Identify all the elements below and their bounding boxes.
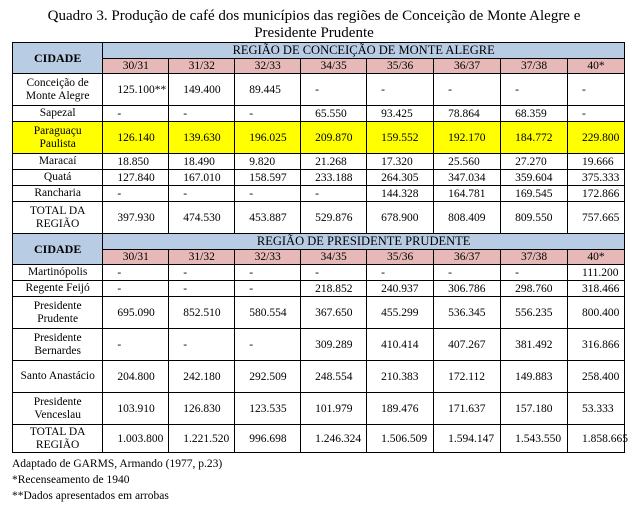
value-cell: - [169,106,235,122]
value-cell: 18.490 [169,154,235,170]
table-row [13,106,625,122]
value-cell: 852.510 [169,297,235,329]
value-cell: 318.466 [568,281,625,297]
value-cell: - [367,74,434,106]
table-row [13,425,625,453]
value-cell: - [235,329,301,361]
value-cell: 158.597 [235,170,301,186]
city-name: Presidente Venceslau [13,393,103,425]
value-cell: 25.560 [434,154,501,170]
city-name: Presidente Prudente [13,297,103,329]
value-cell: 1.858.665 [568,425,625,453]
city-name: Quatá [13,170,103,186]
value-cell: 529.876 [301,202,367,234]
footnote: Adaptado de GARMS, Armando (1977, p.23) [12,458,223,470]
value-cell: 21.268 [301,154,367,170]
value-cell: 204.800 [103,361,169,393]
year-header: 36/37 [434,59,501,74]
value-cell: 248.554 [301,361,367,393]
year-header: 34/35 [301,250,367,265]
table-row [13,393,625,425]
year-header: 30/31 [103,250,169,265]
value-cell: 678.900 [367,202,434,234]
city-name: TOTAL DA REGIÃO [13,425,103,453]
value-cell: 1.543.550 [501,425,568,453]
region2-section [13,234,629,453]
value-cell: - [103,186,169,202]
value-cell: 149.883 [501,361,568,393]
value-cell: 347.034 [434,170,501,186]
value-cell: 1.594.147 [434,425,501,453]
table-row [13,265,625,281]
value-cell: 1.221.520 [169,425,235,453]
value-cell: 1.003.800 [103,425,169,453]
value-cell: 800.400 [568,297,625,329]
value-cell: - [103,329,169,361]
value-cell: 233.188 [301,170,367,186]
value-cell: 157.180 [501,393,568,425]
value-cell: 127.840 [103,170,169,186]
city-name: Sapezal [13,106,103,122]
value-cell: 27.270 [501,154,568,170]
value-cell: 126.140 [103,122,169,154]
value-cell: 144.328 [367,186,434,202]
value-cell: 149.400 [169,74,235,106]
city-name: Martinópolis [13,265,103,281]
year-header: 34/35 [301,59,367,74]
title-line-1: Quadro 3. Produção de café dos municípios das regiões de Conceição de Monte Alegre e [47,8,581,24]
value-cell: - [367,265,434,281]
value-cell: 410.414 [367,329,434,361]
value-cell: - [301,265,367,281]
value-cell: 240.937 [367,281,434,297]
year-header: 31/32 [169,250,235,265]
value-cell: 111.200 [568,265,625,281]
table-row [13,154,625,170]
year-header: 36/37 [434,250,501,265]
value-cell: 139.630 [169,122,235,154]
value-cell: 101.979 [301,393,367,425]
value-cell: - [568,74,625,106]
value-cell: 306.786 [434,281,501,297]
value-cell: 556.235 [501,297,568,329]
year-header: 40* [568,59,625,74]
value-cell: - [235,265,301,281]
table-row [13,361,625,393]
city-name: TOTAL DA REGIÃO [13,202,103,234]
value-cell: 167.010 [169,170,235,186]
value-cell: 169.545 [501,186,568,202]
value-cell: 292.509 [235,361,301,393]
table-title [14,0,614,42]
value-cell: - [301,186,367,202]
value-cell: 359.604 [501,170,568,186]
value-cell: 242.180 [169,361,235,393]
year-header: 35/36 [367,250,434,265]
value-cell: - [169,329,235,361]
value-cell: 258.400 [568,361,625,393]
value-cell: 159.552 [367,122,434,154]
coffee-production-table [12,42,629,453]
year-header: 37/38 [501,250,568,265]
year-header: 40* [568,250,625,265]
value-cell: - [501,265,568,281]
value-cell: 78.864 [434,106,501,122]
title-line-2: Presidente Prudente [254,25,374,41]
value-cell: 9.820 [235,154,301,170]
table-row [13,74,625,106]
value-cell: - [235,106,301,122]
value-cell: 65.550 [301,106,367,122]
value-cell: 316.866 [568,329,625,361]
value-cell: 808.409 [434,202,501,234]
value-cell: 164.781 [434,186,501,202]
value-cell: 695.090 [103,297,169,329]
value-cell: 172.866 [568,186,625,202]
city-name: Santo Anastácio [13,361,103,393]
value-cell: 298.760 [501,281,568,297]
value-cell: 229.800 [568,122,625,154]
year-header: 32/33 [235,250,301,265]
cidade-header: CIDADE [13,234,103,265]
value-cell: 757.665 [568,202,625,234]
city-name: Paraguaçu Paulista [13,122,103,154]
value-cell: 184.772 [501,122,568,154]
value-cell: - [103,281,169,297]
region-header: REGIÃO DE CONCEIÇÃO DE MONTE ALEGRE [103,43,625,59]
footnote: *Recenseamento de 1940 [12,474,130,486]
year-header-row [13,250,625,265]
value-cell: - [568,106,625,122]
value-cell: 17.320 [367,154,434,170]
city-name: Conceição de Monte Alegre [13,74,103,106]
value-cell: 19.666 [568,154,625,170]
region1-section [13,43,625,234]
value-cell: 103.910 [103,393,169,425]
value-cell: 126.830 [169,393,235,425]
value-cell: 171.637 [434,393,501,425]
table-row [13,170,625,186]
value-cell: - [434,74,501,106]
value-cell: 93.425 [367,106,434,122]
value-cell: 125.100** [103,74,169,106]
city-name: Maracaí [13,154,103,170]
table-row [13,297,625,329]
value-cell: 89.445 [235,74,301,106]
value-cell: - [103,106,169,122]
city-name: Regente Feijó [13,281,103,297]
year-header-row [13,59,625,74]
value-cell: - [169,265,235,281]
value-cell: 367.650 [301,297,367,329]
value-cell: 996.698 [235,425,301,453]
value-cell: 210.383 [367,361,434,393]
value-cell: 123.535 [235,393,301,425]
value-cell: 809.550 [501,202,568,234]
value-cell: 453.887 [235,202,301,234]
year-header: 30/31 [103,59,169,74]
value-cell: 455.299 [367,297,434,329]
value-cell: 68.359 [501,106,568,122]
footnotes [12,456,636,504]
value-cell: 309.289 [301,329,367,361]
value-cell: 264.305 [367,170,434,186]
table-row [13,329,625,361]
value-cell: 196.025 [235,122,301,154]
city-name: Rancharia [13,186,103,202]
value-cell: - [235,281,301,297]
value-cell: - [103,265,169,281]
year-header: 31/32 [169,59,235,74]
value-cell: 209.870 [301,122,367,154]
value-cell: - [235,186,301,202]
year-header: 35/36 [367,59,434,74]
value-cell: - [301,74,367,106]
value-cell: 18.850 [103,154,169,170]
value-cell: 381.492 [501,329,568,361]
value-cell: 536.345 [434,297,501,329]
value-cell: 189.476 [367,393,434,425]
value-cell: 53.333 [568,393,625,425]
value-cell: 218.852 [301,281,367,297]
table-row [13,281,625,297]
value-cell: 397.930 [103,202,169,234]
region-header: REGIÃO DE PRESIDENTE PRUDENTE [103,234,625,250]
value-cell: 172.112 [434,361,501,393]
value-cell: 375.333 [568,170,625,186]
year-header: 32/33 [235,59,301,74]
value-cell: 1.506.509 [367,425,434,453]
value-cell: - [501,74,568,106]
value-cell: 1.246.324 [301,425,367,453]
value-cell: - [169,186,235,202]
year-header: 37/38 [501,59,568,74]
city-name: Presidente Bernardes [13,329,103,361]
cidade-header: CIDADE [13,43,103,74]
value-cell: - [434,265,501,281]
value-cell: 474.530 [169,202,235,234]
footnote: **Dados apresentados em arrobas [12,490,169,502]
table-row [13,186,625,202]
value-cell: - [169,281,235,297]
table-row [13,202,625,234]
value-cell: 580.554 [235,297,301,329]
value-cell: 407.267 [434,329,501,361]
table-row [13,122,625,154]
value-cell: 192.170 [434,122,501,154]
